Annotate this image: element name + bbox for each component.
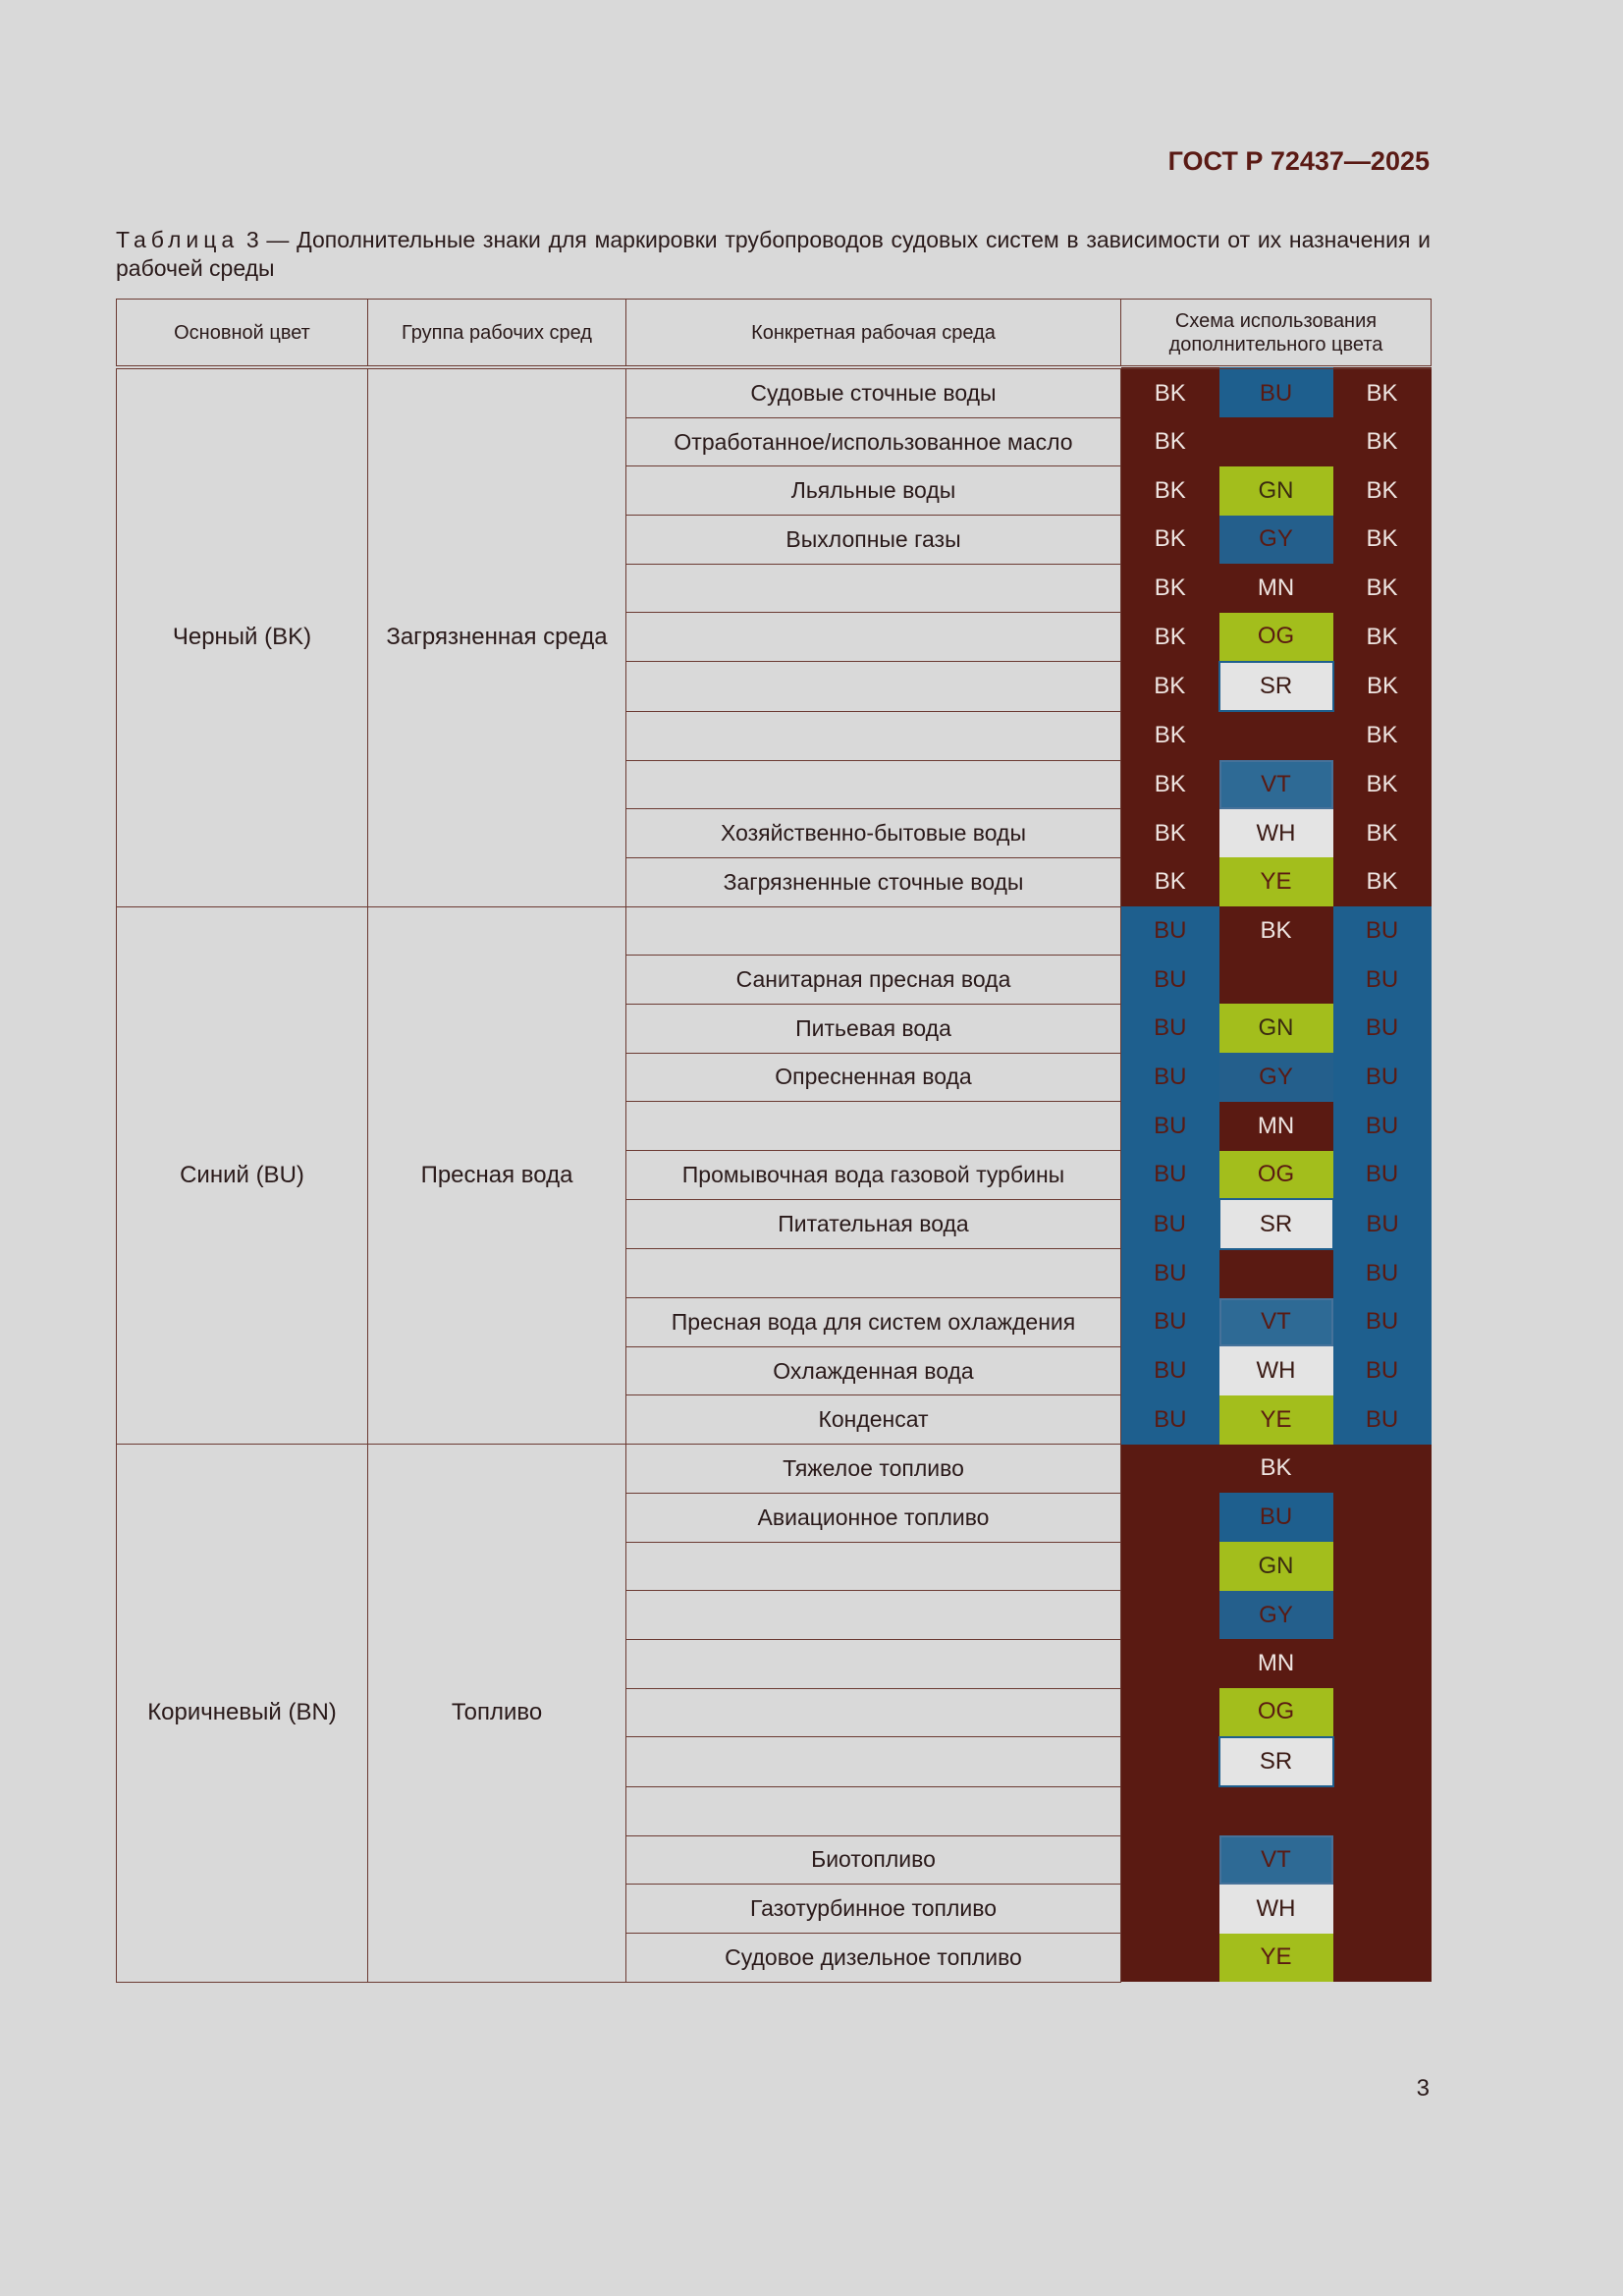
media-group-cell: Загрязненная среда bbox=[368, 367, 626, 906]
scheme-left-swatch: BK bbox=[1121, 417, 1219, 466]
scheme-right-swatch bbox=[1333, 1737, 1432, 1787]
main-color-cell: Коричневый (BN) bbox=[117, 1445, 368, 1983]
specific-media-cell: Судовое дизельное топливо bbox=[626, 1934, 1121, 1983]
specific-media-cell: Судовые сточные воды bbox=[626, 367, 1121, 417]
scheme-left-swatch: BK bbox=[1121, 367, 1219, 417]
scheme-right-swatch bbox=[1333, 1591, 1432, 1640]
scheme-center-swatch bbox=[1219, 417, 1333, 466]
scheme-left-swatch: BU bbox=[1121, 1102, 1219, 1151]
scheme-left-swatch: BK bbox=[1121, 662, 1219, 712]
specific-media-cell bbox=[626, 906, 1121, 956]
scheme-center-swatch: MN bbox=[1219, 1102, 1333, 1151]
scheme-right-swatch bbox=[1333, 1934, 1432, 1983]
scheme-center-swatch: GN bbox=[1219, 1004, 1333, 1053]
scheme-left-swatch: BU bbox=[1121, 1249, 1219, 1298]
scheme-right-swatch: BU bbox=[1333, 1053, 1432, 1102]
scheme-right-swatch: BK bbox=[1333, 857, 1432, 906]
specific-media-cell bbox=[626, 613, 1121, 662]
scheme-center-swatch: OG bbox=[1219, 1688, 1333, 1737]
scheme-right-swatch: BU bbox=[1333, 1004, 1432, 1053]
scheme-center-swatch: OG bbox=[1219, 613, 1333, 662]
scheme-left-swatch: BU bbox=[1121, 1151, 1219, 1200]
document-code: ГОСТ Р 72437—2025 bbox=[1167, 146, 1430, 176]
scheme-right-swatch: BK bbox=[1333, 809, 1432, 858]
table-caption-label: Таблица bbox=[116, 227, 240, 252]
scheme-right-swatch: BU bbox=[1333, 1249, 1432, 1298]
scheme-right-swatch: BU bbox=[1333, 1102, 1432, 1151]
media-group-cell: Топливо bbox=[368, 1445, 626, 1983]
specific-media-cell bbox=[626, 1249, 1121, 1298]
scheme-center-swatch bbox=[1219, 1249, 1333, 1298]
header-main-color: Основной цвет bbox=[117, 300, 368, 368]
specific-media-cell bbox=[626, 711, 1121, 760]
scheme-left-swatch: BU bbox=[1121, 1298, 1219, 1347]
scheme-right-swatch: BU bbox=[1333, 906, 1432, 956]
specific-media-cell bbox=[626, 1688, 1121, 1737]
main-color-cell: Черный (BK) bbox=[117, 367, 368, 906]
scheme-right-swatch bbox=[1333, 1493, 1432, 1542]
specific-media-cell: Хозяйственно-бытовые воды bbox=[626, 809, 1121, 858]
specific-media-cell: Авиационное топливо bbox=[626, 1493, 1121, 1542]
specific-media-cell: Питательная вода bbox=[626, 1199, 1121, 1249]
media-group-cell: Пресная вода bbox=[368, 906, 626, 1445]
scheme-center-swatch: SR bbox=[1219, 1199, 1333, 1249]
scheme-center-swatch: SR bbox=[1219, 1737, 1333, 1787]
main-color-cell: Синий (BU) bbox=[117, 906, 368, 1445]
scheme-left-swatch bbox=[1121, 1934, 1219, 1983]
scheme-center-swatch bbox=[1219, 1786, 1333, 1835]
scheme-left-swatch bbox=[1121, 1639, 1219, 1688]
specific-media-cell: Выхлопные газы bbox=[626, 516, 1121, 565]
scheme-right-swatch bbox=[1333, 1835, 1432, 1885]
header-specific-media: Конкретная рабочая среда bbox=[626, 300, 1121, 368]
scheme-right-swatch bbox=[1333, 1688, 1432, 1737]
scheme-left-swatch bbox=[1121, 1493, 1219, 1542]
scheme-left-swatch: BU bbox=[1121, 1004, 1219, 1053]
specific-media-cell: Конденсат bbox=[626, 1395, 1121, 1445]
scheme-left-swatch bbox=[1121, 1688, 1219, 1737]
table-row bbox=[117, 906, 1432, 956]
specific-media-cell: Отработанное/использованное масло bbox=[626, 417, 1121, 466]
scheme-right-swatch: BK bbox=[1333, 466, 1432, 516]
specific-media-cell bbox=[626, 564, 1121, 613]
scheme-right-swatch bbox=[1333, 1885, 1432, 1934]
scheme-right-swatch: BK bbox=[1333, 516, 1432, 565]
specific-media-cell: Загрязненные сточные воды bbox=[626, 857, 1121, 906]
scheme-left-swatch: BK bbox=[1121, 564, 1219, 613]
scheme-center-swatch: BU bbox=[1219, 1493, 1333, 1542]
scheme-right-swatch: BK bbox=[1333, 367, 1432, 417]
specific-media-cell bbox=[626, 662, 1121, 712]
scheme-center-swatch: GN bbox=[1219, 466, 1333, 516]
scheme-left-swatch bbox=[1121, 1591, 1219, 1640]
scheme-center-swatch: GY bbox=[1219, 516, 1333, 565]
scheme-left-swatch bbox=[1121, 1835, 1219, 1885]
scheme-center-swatch: OG bbox=[1219, 1151, 1333, 1200]
specific-media-cell: Тяжелое топливо bbox=[626, 1445, 1121, 1494]
scheme-center-swatch: BK bbox=[1219, 906, 1333, 956]
table-body bbox=[117, 367, 1432, 1982]
specific-media-cell bbox=[626, 1639, 1121, 1688]
scheme-right-swatch: BK bbox=[1333, 564, 1432, 613]
specific-media-cell bbox=[626, 1591, 1121, 1640]
specific-media-cell bbox=[626, 1786, 1121, 1835]
page-number: 3 bbox=[1416, 2075, 1430, 2102]
scheme-right-swatch bbox=[1333, 1445, 1432, 1494]
specific-media-cell: Пресная вода для систем охлаждения bbox=[626, 1298, 1121, 1347]
scheme-right-swatch: BK bbox=[1333, 613, 1432, 662]
scheme-right-swatch: BU bbox=[1333, 1298, 1432, 1347]
scheme-left-swatch: BK bbox=[1121, 613, 1219, 662]
scheme-center-swatch: VT bbox=[1219, 1835, 1333, 1885]
scheme-left-swatch bbox=[1121, 1737, 1219, 1787]
scheme-center-swatch: SR bbox=[1219, 662, 1333, 712]
scheme-center-swatch: MN bbox=[1219, 564, 1333, 613]
scheme-right-swatch: BK bbox=[1333, 711, 1432, 760]
scheme-center-swatch bbox=[1219, 956, 1333, 1005]
scheme-left-swatch bbox=[1121, 1885, 1219, 1934]
specific-media-cell: Льяльные воды bbox=[626, 466, 1121, 516]
specific-media-cell: Газотурбинное топливо bbox=[626, 1885, 1121, 1934]
specific-media-cell bbox=[626, 1102, 1121, 1151]
scheme-right-swatch bbox=[1333, 1542, 1432, 1591]
scheme-left-swatch: BK bbox=[1121, 516, 1219, 565]
scheme-center-swatch bbox=[1219, 711, 1333, 760]
header-media-group: Группа рабочих сред bbox=[368, 300, 626, 368]
scheme-right-swatch: BU bbox=[1333, 1151, 1432, 1200]
scheme-left-swatch: BK bbox=[1121, 760, 1219, 809]
scheme-right-swatch: BK bbox=[1333, 662, 1432, 712]
scheme-right-swatch bbox=[1333, 1786, 1432, 1835]
scheme-center-swatch: YE bbox=[1219, 1395, 1333, 1445]
header-scheme: Схема использования дополнительного цвета bbox=[1121, 300, 1432, 368]
scheme-center-swatch: YE bbox=[1219, 1934, 1333, 1983]
specific-media-cell: Питьевая вода bbox=[626, 1004, 1121, 1053]
scheme-center-swatch: BU bbox=[1219, 367, 1333, 417]
scheme-left-swatch: BU bbox=[1121, 956, 1219, 1005]
specific-media-cell bbox=[626, 1737, 1121, 1787]
scheme-left-swatch: BU bbox=[1121, 1346, 1219, 1395]
scheme-center-swatch: BK bbox=[1219, 1445, 1333, 1494]
scheme-right-swatch: BK bbox=[1333, 417, 1432, 466]
scheme-center-swatch: YE bbox=[1219, 857, 1333, 906]
scheme-right-swatch bbox=[1333, 1639, 1432, 1688]
table-caption bbox=[116, 226, 1431, 283]
specific-media-cell: Опресненная вода bbox=[626, 1053, 1121, 1102]
scheme-center-swatch: WH bbox=[1219, 1346, 1333, 1395]
scheme-left-swatch: BU bbox=[1121, 906, 1219, 956]
scheme-left-swatch: BU bbox=[1121, 1199, 1219, 1249]
scheme-left-swatch: BK bbox=[1121, 809, 1219, 858]
scheme-center-swatch: WH bbox=[1219, 1885, 1333, 1934]
table-row bbox=[117, 1445, 1432, 1494]
scheme-center-swatch: GY bbox=[1219, 1591, 1333, 1640]
scheme-left-swatch: BU bbox=[1121, 1053, 1219, 1102]
specific-media-cell: Промывочная вода газовой турбины bbox=[626, 1151, 1121, 1200]
table-header-row bbox=[117, 300, 1432, 368]
scheme-left-swatch bbox=[1121, 1786, 1219, 1835]
scheme-center-swatch: VT bbox=[1219, 760, 1333, 809]
scheme-right-swatch: BU bbox=[1333, 956, 1432, 1005]
scheme-left-swatch: BK bbox=[1121, 857, 1219, 906]
table-caption-text: 3 — Дополнительные знаки для маркировки трубопроводов судовых систем в зависимости от их назначения и рабочей среды bbox=[116, 227, 1431, 281]
scheme-right-swatch: BU bbox=[1333, 1346, 1432, 1395]
table-row bbox=[117, 367, 1432, 417]
scheme-center-swatch: VT bbox=[1219, 1298, 1333, 1347]
scheme-left-swatch bbox=[1121, 1542, 1219, 1591]
scheme-right-swatch: BK bbox=[1333, 760, 1432, 809]
scheme-left-swatch: BK bbox=[1121, 711, 1219, 760]
scheme-left-swatch bbox=[1121, 1445, 1219, 1494]
scheme-left-swatch: BU bbox=[1121, 1395, 1219, 1445]
scheme-center-swatch: MN bbox=[1219, 1639, 1333, 1688]
scheme-center-swatch: WH bbox=[1219, 809, 1333, 858]
specific-media-cell: Охлажденная вода bbox=[626, 1346, 1121, 1395]
scheme-right-swatch: BU bbox=[1333, 1199, 1432, 1249]
scheme-center-swatch: GN bbox=[1219, 1542, 1333, 1591]
scheme-center-swatch: GY bbox=[1219, 1053, 1333, 1102]
scheme-right-swatch: BU bbox=[1333, 1395, 1432, 1445]
scheme-left-swatch: BK bbox=[1121, 466, 1219, 516]
specific-media-cell bbox=[626, 1542, 1121, 1591]
specific-media-cell: Санитарная пресная вода bbox=[626, 956, 1121, 1005]
specific-media-cell bbox=[626, 760, 1121, 809]
marking-table bbox=[116, 299, 1432, 1983]
specific-media-cell: Биотопливо bbox=[626, 1835, 1121, 1885]
